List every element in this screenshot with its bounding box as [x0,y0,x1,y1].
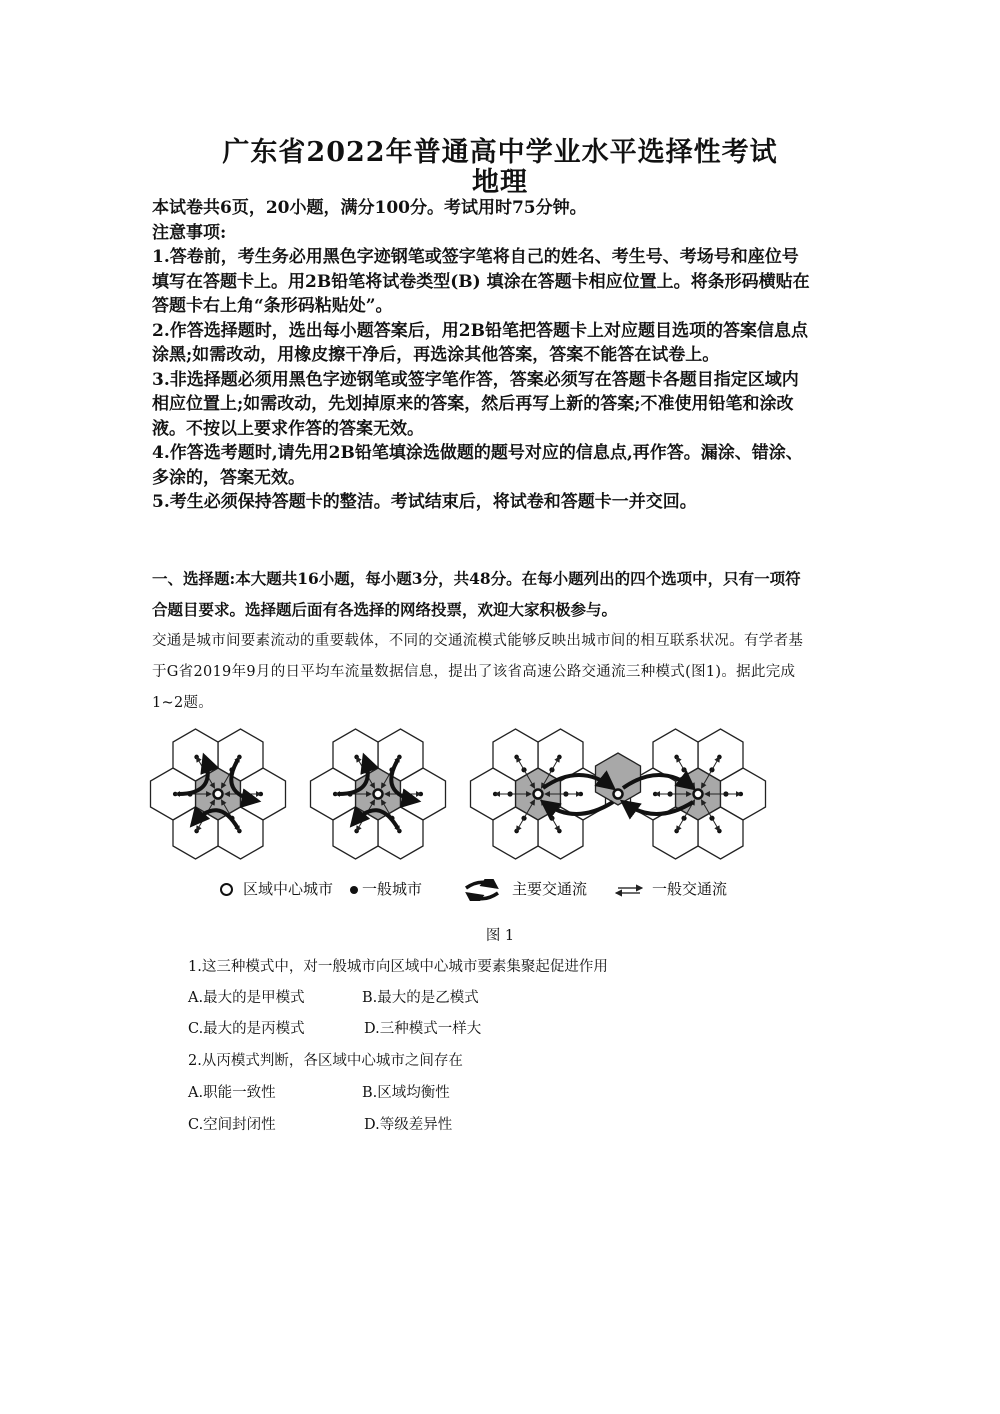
q1-option-c: C.最大的是丙模式 [188,1021,305,1037]
legend-general-flow [612,878,727,899]
section-heading [152,563,812,625]
q2-option-d: D.等级差异性 [364,1117,453,1133]
center-city-marker [214,790,223,799]
exam-title: 广东省2022年普通高中学业水平选择性考试 [222,137,778,168]
center-city-marker [694,790,703,799]
q2-option-b: B.区域均衡性 [362,1085,450,1101]
question-2-stem: 2.从丙模式判断，各区域中心城市之间存在 [188,1053,463,1069]
q1-option-a: A.最大的是甲模式 [188,990,305,1006]
notice-item: 2.作答选择题时，选出每小题答案后，用2B铅笔把答题卡上对应题目选项的答案信息点涂黑;如需改动，用橡皮擦干净后，再选涂其他答案，答案不能答在试卷上。 [152,320,808,365]
center-city-marker [534,790,543,799]
center-city-marker [374,790,383,799]
reading-passage [152,626,812,719]
legend-general-flow-label: 一般交通流 [652,880,728,898]
notice-item: 4.作答选考题时,请先用2B铅笔填涂选做题的题号对应的信息点,再作答。漏涂、错涂、多涂的，答案无效。 [152,443,803,488]
notice-title: 注意事项: [152,222,227,243]
legend-center-city [220,878,333,899]
legend-general-city-label: 一般城市 [362,880,423,898]
subject-title: 地理 [472,167,528,198]
instructions-block [152,196,812,515]
general-flow-icon [612,883,646,897]
notice-item: 1.答卷前，考生务必用黑色字迹钢笔或签字笔将自己的姓名、考生号、考场号和座位号填写在答题卡上。用2B铅笔将试卷类型(B) 填涂在答题卡相应位置上。将条形码横贴在答题卡右上角“条形码粘贴处”。 [152,247,810,316]
center-city-marker [614,790,623,799]
legend-center-city-label: 区域中心城市 [243,880,334,898]
center-city-icon [220,883,233,896]
major-flow-icon [462,879,502,901]
general-city-icon [350,886,358,894]
legend-major-flow [462,878,587,901]
legend-major-flow-label: 主要交通流 [512,880,588,898]
legend-general-city [350,878,422,899]
notice-item: 3.非选择题必须用黑色字迹钢笔或签字笔作答，答案必须写在答题卡各题目指定区域内相应位置上;如需改动，先划掉原来的答案，然后再写上新的答案;不准使用铅笔和涂改液。不按以上要求作答的答案无效。 [152,369,799,439]
exam-summary: 本试卷共6页，20小题，满分100分。考试用时75分钟。 [152,198,587,218]
question-1-stem: 1.这三种模式中，对一般城市向区域中心城市要素集聚起促进作用 [188,959,608,975]
q1-option-d: D.三种模式一样大 [364,1021,482,1037]
q2-option-c: C.空间封闭性 [188,1117,276,1133]
general-city-dot [557,755,562,760]
figure-caption: 图 1 [485,928,515,944]
q1-option-b: B.最大的是乙模式 [362,990,479,1006]
section-heading-text: 一、选择题:本大题共16小题，每小题3分，共48分。在每小题列出的四个选项中，只有一项符合题目要求。选择题后面有各选择的网络投票，欢迎大家积极参与。 [152,569,801,619]
notice-item: 5.考生必须保持答题卡的整洁。考试结束后，将试卷和答题卡一并交回。 [152,492,697,512]
traffic-flow-figure [145,722,775,867]
q2-option-a: A.职能一致性 [188,1085,276,1101]
reading-passage-text: 交通是城市间要素流动的重要载体，不同的交通流模式能够反映出城市间的相互联系状况。有学者基于G省2019年9月的日平均车流量数据信息，提出了该省高速公路交通流三种模式(图1)。据此完成1~2题。 [152,633,804,711]
general-city-dot [557,829,562,834]
